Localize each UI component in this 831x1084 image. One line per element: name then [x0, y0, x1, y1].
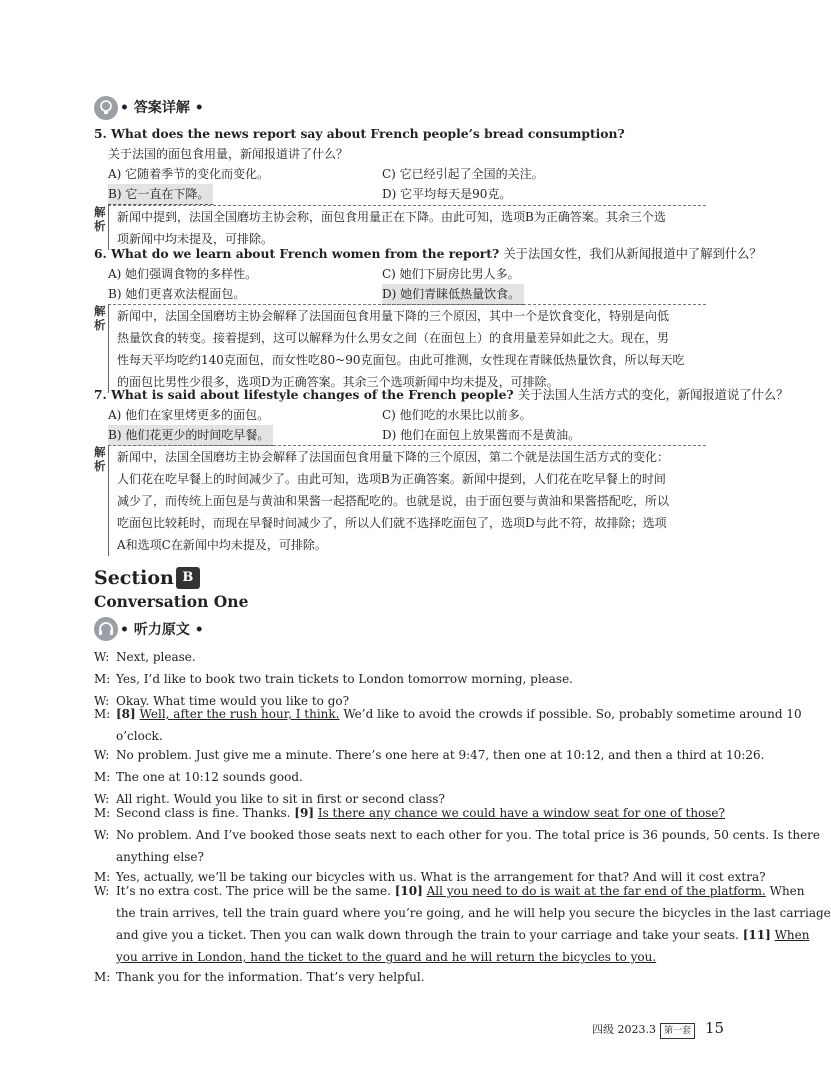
utterance: the train arrives, tell the train guard where you’re going, and he will help you secure the bicycles in the last carriage [116, 906, 831, 920]
utterance: o’clock. [116, 729, 163, 743]
speaker: M: [94, 707, 111, 721]
q7-option-d: D) 他们在面包上放果酱而不是黄油。 [382, 428, 581, 442]
explanation-line: 热量饮食的转变。接着提到，这可以解释为什么男女之间（在面包上）的食用量差异如此之大。现在，男 [117, 331, 670, 345]
explanation-line: 性每天平均吃约140克面包，而女性吃80~90克面包。由此可推测，女性现在青睐低热量饮食，所以每天吃 [117, 353, 685, 367]
question-6-translation: 关于法国女性，我们从新闻报道中了解到什么？ [503, 247, 762, 261]
question-6-english: 6. What do we learn about French women from the report? [94, 246, 500, 261]
transcript-heading: • 听力原文 • [120, 622, 204, 638]
utterance: anything else? [116, 850, 204, 864]
utterance: No problem. Just give me a minute. There’s one here at 9:47, then one at 10:12, and then a third at 10:26. [116, 748, 765, 762]
speaker: W: [94, 792, 110, 806]
dialogue-line [94, 880, 831, 968]
lightbulb-icon [94, 96, 118, 120]
utterance [116, 802, 725, 824]
explanation-label: 解析 [94, 205, 106, 233]
q7-option-c: C) 他们吃的水果比以前多。 [382, 408, 532, 422]
speaker: M: [94, 770, 111, 784]
explanation-line: 减少了，而传统上面包是与黄油和果酱一起搭配吃的。也就是说，由于面包要与黄油和果酱搭配吃，所以 [117, 494, 670, 508]
footer-set-badge: 第一套 [660, 1023, 695, 1039]
key-sentence-8: Well, after the rush hour, I think. [139, 707, 340, 721]
section-label: Section [94, 567, 174, 589]
utterance: No problem. And I’ve booked those seats next to each other for you. The total price is 36 pounds, 50 cents. Is there [116, 828, 821, 842]
section-letter-badge: B [176, 567, 200, 589]
q6-option-a: A) 她们强调食物的多样性。 [108, 267, 258, 281]
utterance: Thank you for the information. That’s very helpful. [116, 970, 425, 984]
q7-explanation [94, 445, 706, 555]
explanation-label: 解析 [94, 445, 106, 473]
answer-detail-heading: • 答案详解 • [120, 100, 204, 116]
explanation-line: 人们花在吃早餐上的时间减少了。由此可知，选项B为正确答案。新闻中提到，人们花在吃早餐上的时间 [117, 472, 666, 486]
utterance: Okay. What time would you like to go? [116, 694, 350, 708]
answer-marker-11: [11] [742, 928, 771, 942]
explanation-line: 的面包比男性少很多，选项D为正确答案。其余三个选项新闻中均未提及，可排除。 [117, 375, 559, 389]
footer-issue: 四级 2023.3 [592, 1023, 656, 1036]
speaker: M: [94, 806, 111, 820]
utterance: Yes, I’d like to book two train tickets to London tomorrow morning, please. [116, 672, 573, 686]
utterance: Yes, actually, we’ll be taking our bicycles with us. What is the arrangement for that? And will it cost extra? [116, 870, 766, 884]
explanation-line: 新闻中，法国全国磨坊主协会解释了法国面包食用量下降的三个原因，第二个就是法国生活方式的变化： [117, 450, 670, 464]
q5-option-b: B) 它一直在下降。 [108, 184, 213, 205]
utterance: All right. Would you like to sit in first or second class? [116, 792, 445, 806]
q5-option-a: A) 它随着季节的变化而变化。 [108, 167, 270, 181]
explanation-line: A和选项C在新闻中均未提及，可排除。 [117, 538, 327, 552]
answer-marker-10: [10] [394, 884, 423, 898]
utterance [116, 880, 805, 902]
explanation-line: 项新闻中均未提及，可排除。 [117, 232, 274, 246]
utterance [116, 703, 802, 725]
question-6-title [94, 244, 762, 264]
question-7-english: 7. What is said about lifestyle changes of the French people? [94, 387, 514, 402]
dialogue-line [94, 703, 802, 747]
dialogue-line [94, 646, 714, 668]
q5-option-c: C) 它已经引起了全国的关注。 [382, 167, 544, 181]
speaker: W: [94, 748, 110, 762]
explanation-label: 解析 [94, 304, 106, 332]
q7-option-a: A) 他们在家里烤更多的面包。 [108, 408, 270, 422]
q7-option-b: B) 他们花更少的时间吃早餐。 [108, 425, 273, 446]
speaker: W: [94, 884, 110, 898]
q5-option-d: D) 它平均每天是90克。 [382, 187, 512, 201]
question-5-translation: 关于法国的面包食用量，新闻报道讲了什么？ [108, 147, 349, 161]
explanation-line: 新闻中，法国全国磨坊主协会解释了法国面包食用量下降的三个原因，其中一个是饮食变化，特别是向低 [117, 309, 670, 323]
question-5-title: 5. What does the news report say about French people’s bread consumption? [94, 126, 625, 141]
question-7-title [94, 385, 788, 405]
key-sentence-11-cont: you arrive in London, hand the ticket to the guard and he will return the bicycles to you. [116, 950, 657, 964]
headphones-icon [94, 617, 118, 641]
question-7-translation: 关于法国人生活方式的变化，新闻报道说了什么？ [517, 388, 789, 402]
utterance-start: Second class is fine. Thanks. [116, 806, 295, 820]
utterance: The one at 10:12 sounds good. [116, 770, 303, 784]
explanation-line: 新闻中提到，法国全国磨坊主协会称，面包食用量正在下降。由此可知，选项B为正确答案。其余三个选 [117, 210, 666, 224]
conversation-title: Conversation One [94, 592, 249, 611]
key-sentence-11: When [774, 928, 810, 942]
dialogue-line [94, 824, 821, 868]
q5-explanation [94, 205, 706, 249]
q6-explanation [94, 304, 706, 392]
dialogue-line [94, 802, 725, 824]
dialogue-line [94, 766, 714, 788]
utterance-start: and give you a ticket. Then you can walk down through the train to your carriage and take your seats. [116, 928, 743, 942]
page-footer [592, 1021, 724, 1039]
dialogue-line [94, 668, 714, 690]
page-number: 15 [705, 1019, 725, 1037]
key-sentence-9: Is there any chance we could have a window seat for one of those? [317, 806, 725, 820]
utterance-rest: We’d like to avoid the crowds if possible. So, probably sometime around 10 [339, 707, 802, 721]
key-sentence-10: All you need to do is wait at the far end of the platform. [426, 884, 766, 898]
speaker: M: [94, 672, 111, 686]
answer-marker-8: [8] [116, 707, 136, 721]
speaker: W: [94, 694, 110, 708]
utterance [116, 924, 810, 946]
answer-marker-9: [9] [294, 806, 315, 820]
utterance-rest: When [765, 884, 805, 898]
q6-option-b: B) 她们更喜欢法棍面包。 [108, 287, 246, 301]
q6-option-d: D) 她们青睐低热量饮食。 [382, 284, 524, 305]
utterance: Next, please. [116, 650, 196, 664]
speaker: M: [94, 870, 111, 884]
section-heading [94, 566, 200, 590]
speaker: M: [94, 970, 111, 984]
utterance-start: It’s no extra cost. The price will be the same. [116, 884, 395, 898]
q6-option-c: C) 她们下厨房比男人多。 [382, 267, 520, 281]
explanation-line: 吃面包比较耗时，而现在早餐时间减少了，所以人们就不选择吃面包了，选项D与此不符，故排除；选项 [117, 516, 667, 530]
dialogue-line [94, 966, 714, 988]
speaker: W: [94, 650, 110, 664]
dialogue-line [94, 744, 765, 766]
speaker: W: [94, 828, 110, 842]
